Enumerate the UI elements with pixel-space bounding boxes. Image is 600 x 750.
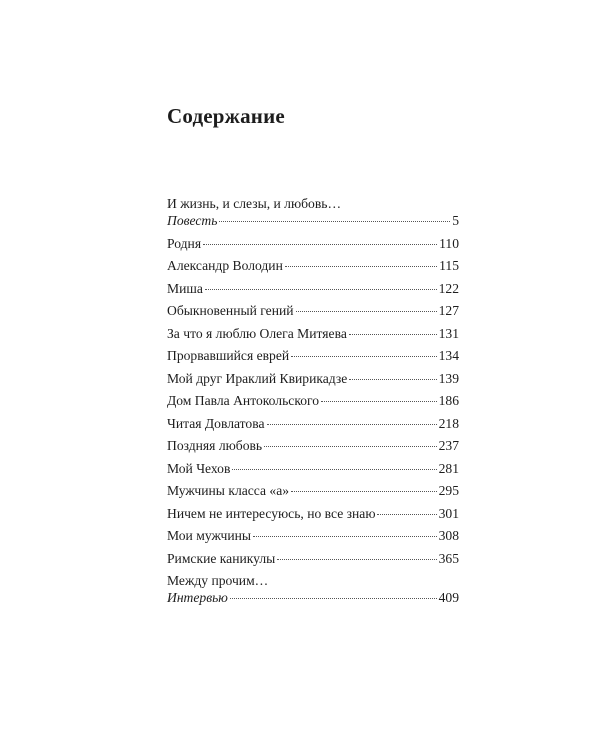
- toc-entry-page-number: 308: [438, 528, 459, 543]
- toc-entry-title: Римские каникулы: [167, 550, 276, 566]
- dot-leader: [203, 244, 437, 245]
- toc-entry: [167, 415, 459, 432]
- toc-entry-title: Мои мужчины: [167, 528, 252, 543]
- dot-leader: [285, 266, 437, 267]
- dot-leader: [291, 491, 437, 492]
- toc-entry-title: Мой друг Ираклий Квирикадзе: [167, 370, 348, 386]
- toc-entry-row: [167, 527, 459, 544]
- toc-entry-title: За что я люблю Олега Митяева: [167, 325, 347, 341]
- toc-entry: [167, 437, 459, 454]
- toc-entry-row: [167, 589, 459, 606]
- toc-entry-title: Обыкновенный гений: [167, 303, 294, 318]
- dot-leader: [296, 311, 437, 312]
- toc-entry-row: [167, 550, 459, 567]
- toc-entry-page-number: 281: [438, 460, 459, 476]
- toc-entry-title: Дом Павла Антокольского: [167, 393, 320, 408]
- table-of-contents: [167, 195, 459, 612]
- page-title: Содержание: [167, 104, 285, 128]
- toc-entry: [167, 257, 459, 274]
- toc-entry-row: [167, 370, 459, 387]
- toc-entry: [167, 370, 459, 387]
- toc-entry-row: [167, 415, 459, 432]
- toc-entry-heading: Между прочим…: [167, 573, 269, 588]
- toc-entry-row: [167, 460, 459, 477]
- toc-entry-title: Мужчины класса «а»: [167, 483, 290, 498]
- dot-leader: [253, 536, 437, 537]
- toc-entry: [167, 460, 459, 477]
- toc-entry-row: [167, 437, 459, 454]
- toc-entry-title: Александр Володин: [167, 258, 283, 273]
- dot-leader: [205, 289, 437, 290]
- toc-entry-title: Прорвавшийся еврей: [167, 348, 290, 363]
- toc-entry-row: [167, 347, 459, 364]
- dot-leader: [277, 559, 436, 560]
- toc-entry: [167, 347, 459, 364]
- toc-entry: [167, 482, 459, 499]
- toc-entry-page-number: 122: [438, 280, 459, 296]
- toc-entry: [167, 195, 459, 229]
- toc-entry-title: Ничем не интересуюсь, но все знаю: [167, 505, 376, 521]
- toc-entry-page-number: 134: [438, 348, 459, 363]
- toc-entry-page-number: 127: [438, 303, 459, 318]
- toc-entry-row: [167, 280, 459, 297]
- toc-entry-title: Повесть: [167, 213, 218, 228]
- toc-entry-row: [167, 235, 459, 252]
- toc-entry-title: Родня: [167, 235, 202, 251]
- toc-entry: [167, 572, 459, 606]
- toc-entry-row: [167, 392, 459, 409]
- toc-entry-page-number: 115: [439, 258, 459, 273]
- toc-entry-page-number: 409: [438, 590, 459, 605]
- dot-leader: [321, 401, 437, 402]
- dot-leader: [219, 221, 450, 222]
- toc-entry-page-number: 301: [438, 505, 459, 521]
- toc-entry: [167, 280, 459, 297]
- toc-entry-page-number: 186: [438, 393, 459, 408]
- toc-entry-row: [167, 482, 459, 499]
- dot-leader: [267, 424, 437, 425]
- dot-leader: [264, 446, 437, 447]
- toc-entry-title: Миша: [167, 280, 203, 296]
- toc-entry: [167, 325, 459, 342]
- toc-entry: [167, 235, 459, 252]
- toc-entry-page-number: 131: [438, 325, 459, 341]
- toc-entry-page-number: 295: [438, 483, 459, 498]
- toc-entry: [167, 505, 459, 522]
- toc-entry-page-number: 5: [452, 213, 459, 228]
- toc-entry-row: [167, 505, 459, 522]
- toc-entry: [167, 392, 459, 409]
- toc-entry-title: Интервью: [167, 590, 228, 605]
- toc-entry-row: [167, 257, 459, 274]
- toc-entry-page-number: 365: [438, 550, 459, 566]
- dot-leader: [291, 356, 436, 357]
- toc-entry-title: Поздняя любовь: [167, 438, 263, 453]
- dot-leader: [349, 379, 436, 380]
- toc-entry-title: Мой Чехов: [167, 460, 231, 476]
- dot-leader: [377, 514, 436, 515]
- toc-entry-page-number: 237: [438, 438, 459, 453]
- toc-entry-page-number: 218: [438, 415, 459, 431]
- dot-leader: [230, 598, 437, 599]
- toc-entry-row: [167, 212, 459, 229]
- toc-entry-row: [167, 325, 459, 342]
- dot-leader: [232, 469, 436, 470]
- toc-entry: [167, 302, 459, 319]
- toc-entry-page-number: 139: [438, 370, 459, 386]
- toc-entry: [167, 527, 459, 544]
- toc-entry-row: [167, 302, 459, 319]
- dot-leader: [349, 334, 437, 335]
- toc-entry-title: Читая Довлатова: [167, 415, 265, 431]
- toc-entry-page-number: 110: [439, 235, 459, 251]
- toc-entry: [167, 550, 459, 567]
- toc-entry-heading: И жизнь, и слезы, и любовь…: [167, 196, 342, 211]
